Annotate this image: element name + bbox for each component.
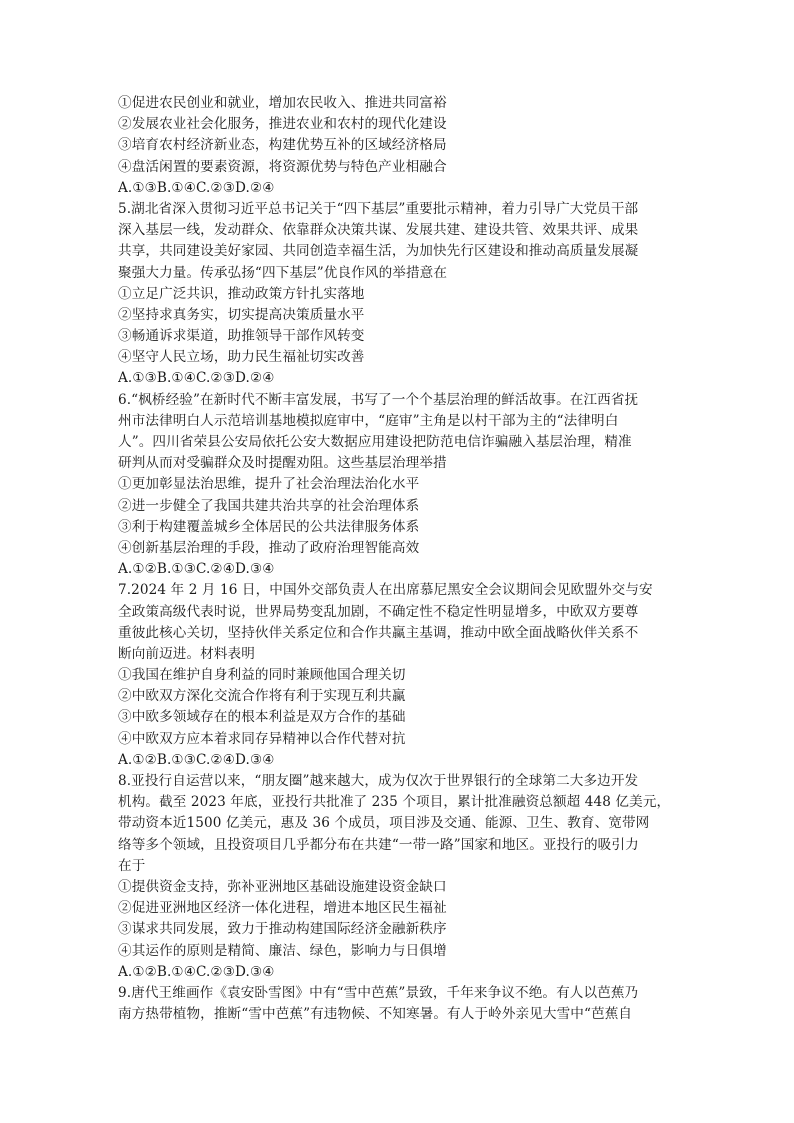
question-7-block [118,580,680,771]
question-8-block [118,771,680,983]
q7-stem-line: 重彼此核心关切，坚持伙伴关系定位和合作共赢主基调，推动中欧全面战略伙伴关系不 [118,624,639,641]
q6-option-2: ②进一步健全了我国共建共治共享的社会治理体系 [118,497,420,514]
q5-option-4: ④坚守人民立场，助力民生福祉切实改善 [118,349,365,366]
q8-option-3: ③谋求共同发展，致力于推动构建国际经济金融新秩序 [118,921,447,938]
q5-stem-line: 5.湖北省深入贯彻习近平总书记关于“四下基层”重要批示精神，着力引导广大党员干部 [118,200,639,217]
q4-option-1: ①促进农民创业和就业，增加农民收入、推进共同富裕 [118,95,447,111]
q7-choices: A.①②B.①③C.②④D.③④ [118,751,275,768]
question-6-block [118,390,680,581]
q6-option-3: ③利于构建覆盖城乡全体居民的公共法律服务体系 [118,518,420,535]
q8-stem-line: 带动资本近1500 亿美元，惠及 36 个成员，项目涉及交通、能源、卫生、教育、宽带网 [118,815,650,832]
q8-option-2: ②促进亚洲地区经济一体化进程，增进本地区民生福祉 [118,900,447,917]
q6-option-1: ①更加彰显法治思维，提升了社会治理法治化水平 [118,476,420,493]
q5-stem-line: 聚强大力量。传承弘扬“四下基层”优良作风的举措意在 [118,264,448,281]
q8-stem-line: 在于 [118,857,146,874]
q9-stem-line: 南方热带植物，推断“雪中芭蕉”有违物候、不知寒暑。有人于岭外亲见大雪中“芭蕉自 [118,1006,633,1023]
q7-stem-line: 全政策高级代表时说，世界局势变乱加剧，不确定性不稳定性明显增多，中欧双方要尊 [118,603,639,620]
q5-choices: A.①③B.①④C.②③D.②④ [118,370,275,387]
q7-option-3: ③中欧多领域存在的根本利益是双方合作的基础 [118,709,406,726]
q8-option-4: ④其运作的原则是精简、廉洁、绿色，影响力与日俱增 [118,942,447,959]
q5-option-3: ③畅通诉求渠道，助推领导干部作风转变 [118,328,365,345]
q7-stem-line: 7.2024 年 2 月 16 日，中国外交部负责人在出席慕尼黑安全会议期间会见欧盟外交与安 [118,582,653,599]
q5-stem-line: 共享，共同建设美好家园、共同创造幸福生活，为加快先行区建设和推动高质量发展凝 [118,243,639,260]
q6-stem-line: 6.“枫桥经验”在新时代不断丰富发展，书写了一个个基层治理的鲜活故事。在江西省抚 [118,391,639,408]
q5-stem-line: 深入基层一线，发动群众、依靠群众决策共谋、发展共建、建设共管、效果共评、成果 [118,222,639,239]
q8-stem-line: 机构。截至 2023 年底，亚投行共批准了 235 个项目，累计批准融资总额超 448 亿美元， [118,794,671,811]
q4-option-4: ④盘活闲置的要素资源，将资源优势与特色产业相融合 [118,158,447,175]
question-4-block [118,93,680,199]
q7-option-1: ①我国在维护自身利益的同时兼顾他国合理关切 [118,667,406,684]
q7-option-2: ②中欧双方深化交流合作将有利于实现互利共赢 [118,688,406,705]
q4-option-2: ②发展农业社会化服务，推进农业和农村的现代化建设 [118,116,447,133]
q8-option-1: ①提供资金支持，弥补亚洲地区基础设施建设资金缺口 [118,878,447,895]
q6-stem-line: 州市法律明白人示范培训基地模拟庭审中，“庭审”主角是以村干部为主的“法律明白 [118,412,619,429]
q6-stem-line: 研判从而对受骗群众及时提醒劝阻。这些基层治理举措 [118,455,447,472]
q5-option-2: ②坚持求真务实，切实提高决策质量水平 [118,306,365,323]
q8-stem-line: 络等多个领域，且投资项目几乎都分布在共建“一带一路”国家和地区。亚投行的吸引力 [118,836,639,853]
exam-page [118,93,680,1025]
q6-option-4: ④创新基层治理的手段，推动了政府治理智能高效 [118,539,420,556]
q7-stem-line: 断向前迈进。材料表明 [118,645,255,662]
q6-stem-line: 人”。四川省荣县公安局依托公安大数据应用建设把防范电信诈骗融入基层治理，精准 [118,434,632,450]
q8-stem-line: 8.亚投行自运营以来，“朋友圈”越来越大，成为仅次于世界银行的全球第二大多边开发 [118,773,639,789]
question-5-block [118,199,680,390]
q5-option-1: ①立足广泛共识，推动政策方针扎实落地 [118,285,365,302]
q8-choices: A.①②B.①④C.②③D.③④ [118,963,275,980]
q4-option-3: ③培育农村经济新业态，构建优势互补的区域经济格局 [118,137,447,154]
q4-choices: A.①③B.①④C.②③D.②④ [118,179,275,196]
question-9-block [118,983,680,1025]
q9-stem-line: 9.唐代王维画作《袁安卧雪图》中有“雪中芭蕉”景致，千年来争议不绝。有人以芭蕉乃 [118,984,639,1001]
q7-option-4: ④中欧双方应本着求同存异精神以合作代替对抗 [118,730,406,747]
q6-choices: A.①②B.①③C.②④D.③④ [118,561,275,578]
